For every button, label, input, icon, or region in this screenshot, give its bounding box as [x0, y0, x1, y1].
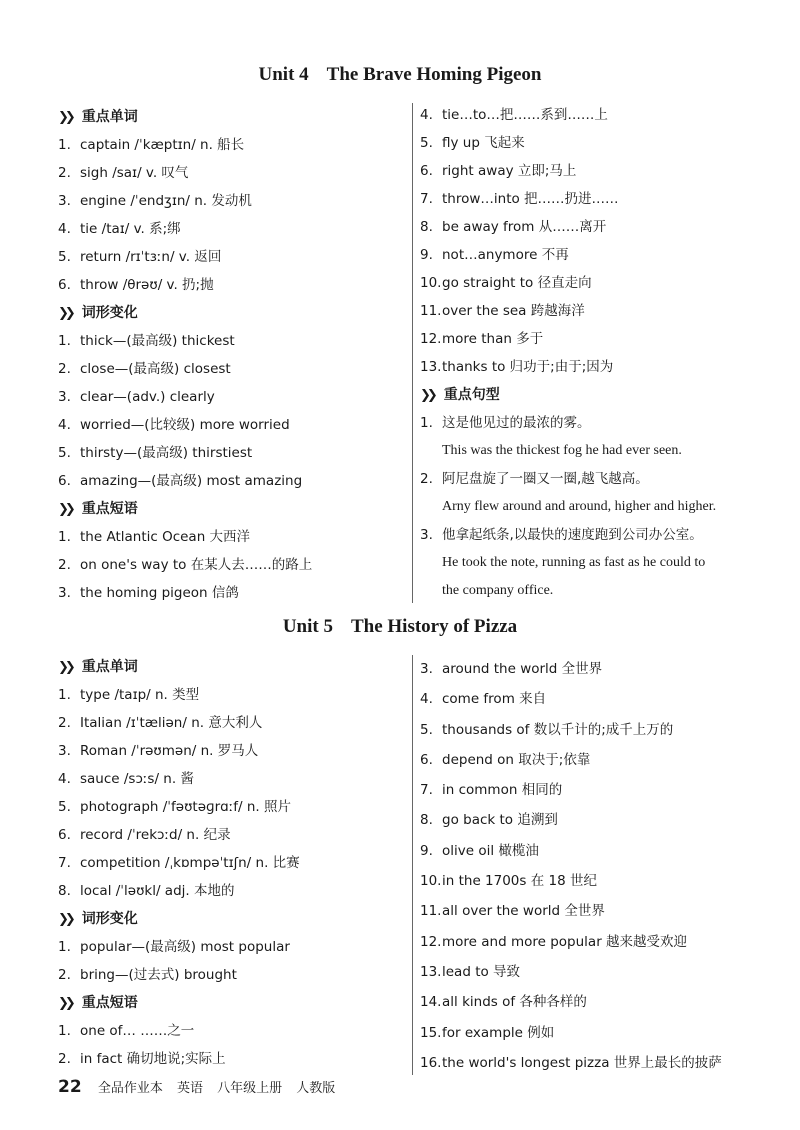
list-item: [58, 961, 398, 989]
list-item: [58, 215, 398, 243]
item-text: worried—(比较级) more worried: [80, 417, 290, 433]
double-chevron-icon: ❯❯: [58, 912, 72, 927]
list-item: [58, 877, 398, 905]
edition-name: 人教版: [296, 1081, 336, 1096]
list-item: [58, 1045, 398, 1073]
item-number: 6.: [58, 277, 71, 293]
item-text: the Atlantic Ocean 大西洋: [80, 529, 251, 545]
column-divider: [412, 103, 413, 603]
list-item: [58, 765, 398, 793]
item-text: competition /ˌkɒmpəˈtɪʃn/ n. 比赛: [80, 855, 300, 871]
item-number: 1.: [58, 1023, 71, 1039]
list-item: [420, 836, 780, 866]
item-number: 1.: [58, 529, 71, 545]
item-text: throw /θrəʊ/ v. 扔;抛: [80, 277, 214, 293]
double-chevron-icon: ❯❯: [58, 660, 72, 675]
item-text: the world's longest pizza 世界上最长的披萨: [442, 1054, 722, 1071]
list-item: [58, 793, 398, 821]
item-number: 5.: [420, 135, 433, 151]
item-text: captain /ˈkæptɪn/ n. 船长: [80, 137, 245, 153]
item-number: 13.: [420, 359, 442, 375]
item-text: Roman /ˈrəʊmən/ n. 罗马人: [80, 743, 259, 759]
key-words-list: [58, 131, 398, 299]
item-number: 11.: [420, 903, 442, 920]
item-number: 4.: [420, 691, 433, 708]
list-item: [420, 715, 780, 745]
item-text: on one's way to 在某人去……的路上: [80, 557, 313, 573]
item-number: 10.: [420, 275, 442, 291]
subject-name: 英语: [176, 1081, 203, 1096]
item-number: 3.: [58, 193, 71, 209]
item-number: 12.: [420, 933, 442, 950]
item-number: 4.: [58, 771, 71, 787]
item-number: 5.: [58, 445, 71, 461]
item-text: in fact 确切地说;实际上: [80, 1051, 226, 1067]
item-text: more and more popular 越来越受欢迎: [442, 933, 688, 950]
item-number: 8.: [420, 812, 433, 829]
list-item: [420, 185, 780, 213]
list-item: [58, 159, 398, 187]
section-heading: [420, 381, 780, 409]
list-item: [58, 467, 398, 495]
list-item: [58, 523, 398, 551]
item-text: the homing pigeon 信鸽: [80, 585, 239, 601]
item-text: go straight to 径直走向: [442, 275, 592, 291]
item-number: 15.: [420, 1024, 442, 1041]
list-item: [420, 241, 780, 269]
list-item: [58, 551, 398, 579]
item-number: 2.: [420, 471, 433, 487]
list-item: [420, 987, 780, 1017]
item-text: one of… ……之一: [80, 1023, 195, 1039]
item-number: 6.: [420, 751, 433, 768]
key-phrases-list-cont: [420, 101, 780, 381]
item-number: 10.: [420, 873, 442, 890]
item-number: 7.: [420, 191, 433, 207]
heading-text: 重点短语: [81, 995, 138, 1011]
list-item: [58, 355, 398, 383]
item-text: go back to 追溯到: [442, 812, 558, 829]
item-text: 阿尼盘旋了一圈又一圈,越飞越高。: [442, 471, 649, 487]
item-number: 1.: [58, 137, 71, 153]
item-text: photograph /ˈfəʊtəɡrɑːf/ n. 照片: [80, 799, 291, 815]
item-text: popular—(最高级) most popular: [80, 939, 290, 955]
item-number: 9.: [420, 842, 433, 859]
item-number: 3.: [420, 661, 433, 677]
list-item: [420, 1018, 780, 1048]
item-text: local /ˈləʊkl/ adj. 本地的: [80, 883, 235, 899]
unit4-right-column: [420, 101, 780, 605]
section-heading: [58, 653, 398, 681]
list-item: [58, 131, 398, 159]
sentence-english: the company office.: [442, 583, 554, 598]
item-text: amazing—(最高级) most amazing: [80, 473, 303, 489]
item-text: in the 1700s 在 18 世纪: [442, 873, 597, 890]
heading-text: 重点句型: [443, 387, 500, 403]
list-item: [58, 271, 398, 299]
list-item: [58, 737, 398, 765]
unit5-title: [0, 616, 800, 638]
list-item: [58, 821, 398, 849]
key-phrases-list-cont: [420, 654, 780, 1078]
item-number: 6.: [58, 827, 71, 843]
item-text: in common 相同的: [442, 782, 563, 799]
item-number: 6.: [58, 473, 71, 489]
list-item: [58, 579, 398, 607]
book-name: 全品作业本: [97, 1081, 163, 1096]
item-text: thanks to 归功于;由于;因为: [442, 359, 614, 375]
item-text: Italian /ɪˈtæliən/ n. 意大利人: [80, 715, 263, 731]
double-chevron-icon: ❯❯: [58, 502, 72, 517]
item-number: 2.: [58, 557, 71, 573]
item-text: over the sea 跨越海洋: [442, 303, 585, 319]
list-item: [420, 805, 780, 835]
unit4-title: [0, 64, 800, 86]
key-sentences-list: [420, 409, 780, 605]
item-number: 16.: [420, 1054, 442, 1071]
item-text: right away 立即;马上: [442, 163, 577, 179]
item-number: 6.: [420, 163, 433, 179]
section-heading: [58, 299, 398, 327]
item-number: 9.: [420, 247, 433, 263]
list-item: [420, 129, 780, 157]
item-text: thirsty—(最高级) thirstiest: [80, 445, 253, 461]
item-text: throw…into 把……扔进……: [442, 191, 619, 207]
unit4-left-column: [58, 103, 398, 607]
list-item: [58, 709, 398, 737]
key-phrases-list: [58, 523, 398, 607]
item-number: 8.: [420, 219, 433, 235]
item-number: 3.: [58, 743, 71, 759]
item-number: 12.: [420, 331, 442, 347]
heading-text: 词形变化: [81, 911, 138, 927]
double-chevron-icon: ❯❯: [420, 388, 434, 403]
heading-text: 重点单词: [81, 659, 138, 675]
item-number: 13.: [420, 963, 442, 980]
item-number: 14.: [420, 994, 442, 1011]
sentence-chinese: [420, 521, 780, 549]
item-text: thick—(最高级) thickest: [80, 333, 235, 349]
list-item: [58, 243, 398, 271]
sentence-english: Arny flew around and around, higher and higher.: [442, 499, 717, 514]
item-number: 2.: [58, 1051, 71, 1067]
list-item: [420, 297, 780, 325]
item-text: fly up 飞起来: [442, 135, 525, 151]
list-item: [420, 745, 780, 775]
item-text: 这是他见过的最浓的雾。: [442, 415, 591, 431]
item-text: clear—(adv.) clearly: [80, 389, 215, 405]
list-item: [420, 684, 780, 714]
list-item: [420, 325, 780, 353]
item-text: for example 例如: [442, 1024, 555, 1041]
list-item: [420, 866, 780, 896]
item-number: 1.: [58, 687, 71, 703]
item-text: 他拿起纸条,以最快的速度跑到公司办公室。: [442, 527, 703, 543]
unit5-number: Unit 5: [282, 616, 333, 637]
heading-text: 词形变化: [81, 305, 138, 321]
item-number: 3.: [58, 389, 71, 405]
item-text: record /ˈrekɔːd/ n. 纪录: [80, 827, 231, 843]
item-text: return /rɪˈtɜːn/ v. 返回: [80, 249, 222, 265]
key-phrases-list: [58, 1017, 398, 1073]
item-number: 3.: [420, 527, 433, 543]
section-heading: [58, 495, 398, 523]
list-item: [420, 101, 780, 129]
list-item: [58, 849, 398, 877]
item-number: 2.: [58, 967, 71, 983]
list-item: [58, 327, 398, 355]
item-text: lead to 导致: [442, 963, 521, 980]
list-item: [420, 927, 780, 957]
section-heading: [58, 103, 398, 131]
list-item: [420, 269, 780, 297]
item-text: type /taɪp/ n. 类型: [80, 687, 200, 703]
item-number: 5.: [58, 799, 71, 815]
item-text: depend on 取决于;依靠: [442, 751, 591, 768]
item-text: engine /ˈendʒɪn/ n. 发动机: [80, 193, 252, 209]
list-item: [420, 775, 780, 805]
item-text: be away from 从……离开: [442, 219, 607, 235]
item-text: sigh /saɪ/ v. 叹气: [80, 165, 189, 181]
sentence-chinese: [420, 465, 780, 493]
item-number: 1.: [58, 939, 71, 955]
list-item: [420, 353, 780, 381]
list-item: [420, 957, 780, 987]
item-number: 2.: [58, 361, 71, 377]
list-item: [58, 439, 398, 467]
heading-text: 重点单词: [81, 109, 138, 125]
item-number: 4.: [58, 417, 71, 433]
list-item: [420, 1048, 780, 1078]
item-text: not…anymore 不再: [442, 247, 569, 263]
double-chevron-icon: ❯❯: [58, 306, 72, 321]
double-chevron-icon: ❯❯: [58, 110, 72, 125]
item-text: thousands of 数以千计的;成千上万的: [442, 721, 674, 738]
item-number: 7.: [58, 855, 71, 871]
page-number: 22: [58, 1077, 82, 1097]
list-item: [420, 157, 780, 185]
word-forms-list: [58, 933, 398, 989]
list-item: [58, 187, 398, 215]
item-number: 8.: [58, 883, 71, 899]
key-words-list: [58, 681, 398, 905]
item-text: more than 多于: [442, 331, 544, 347]
section-heading: [58, 905, 398, 933]
sentence-chinese: [420, 409, 780, 437]
item-text: tie…to…把……系到……上: [442, 107, 608, 123]
item-number: 3.: [58, 585, 71, 601]
column-divider: [412, 655, 413, 1075]
unit4-name: The Brave Homing Pigeon: [326, 64, 542, 85]
unit5-left-column: [58, 653, 398, 1073]
section-heading: [58, 989, 398, 1017]
list-item: [58, 681, 398, 709]
unit4-number: Unit 4: [258, 64, 309, 85]
page-footer: [58, 1077, 345, 1097]
list-item: [58, 1017, 398, 1045]
list-item: [58, 383, 398, 411]
item-text: sauce /sɔːs/ n. 酱: [80, 771, 194, 787]
item-text: all over the world 全世界: [442, 903, 605, 920]
item-text: come from 来自: [442, 691, 547, 708]
item-text: close—(最高级) closest: [80, 361, 231, 377]
item-number: 4.: [58, 221, 71, 237]
word-forms-list: [58, 327, 398, 495]
item-number: 7.: [420, 782, 433, 799]
item-number: 1.: [58, 333, 71, 349]
list-item: [420, 654, 780, 684]
item-number: 2.: [58, 165, 71, 181]
list-item: [58, 411, 398, 439]
item-number: 11.: [420, 303, 442, 319]
item-text: tie /taɪ/ v. 系;绑: [80, 221, 181, 237]
sentence-english: He took the note, running as fast as he could to: [442, 555, 706, 570]
list-item: [420, 213, 780, 241]
heading-text: 重点短语: [81, 501, 138, 517]
item-text: bring—(过去式) brought: [80, 967, 237, 983]
unit5-name: The History of Pizza: [350, 616, 518, 637]
item-number: 2.: [58, 715, 71, 731]
grade-name: 八年级上册: [217, 1081, 283, 1096]
unit5-right-column: [420, 654, 780, 1078]
sentence-english: This was the thickest fog he had ever seen.: [442, 443, 682, 458]
item-number: 5.: [58, 249, 71, 265]
item-text: around the world 全世界: [442, 661, 603, 677]
double-chevron-icon: ❯❯: [58, 996, 72, 1011]
item-number: 1.: [420, 415, 433, 431]
list-item: [420, 896, 780, 926]
list-item: [58, 933, 398, 961]
item-number: 4.: [420, 107, 433, 123]
item-number: 5.: [420, 721, 433, 738]
item-text: olive oil 橄榄油: [442, 842, 539, 859]
item-text: all kinds of 各种各样的: [442, 994, 587, 1011]
